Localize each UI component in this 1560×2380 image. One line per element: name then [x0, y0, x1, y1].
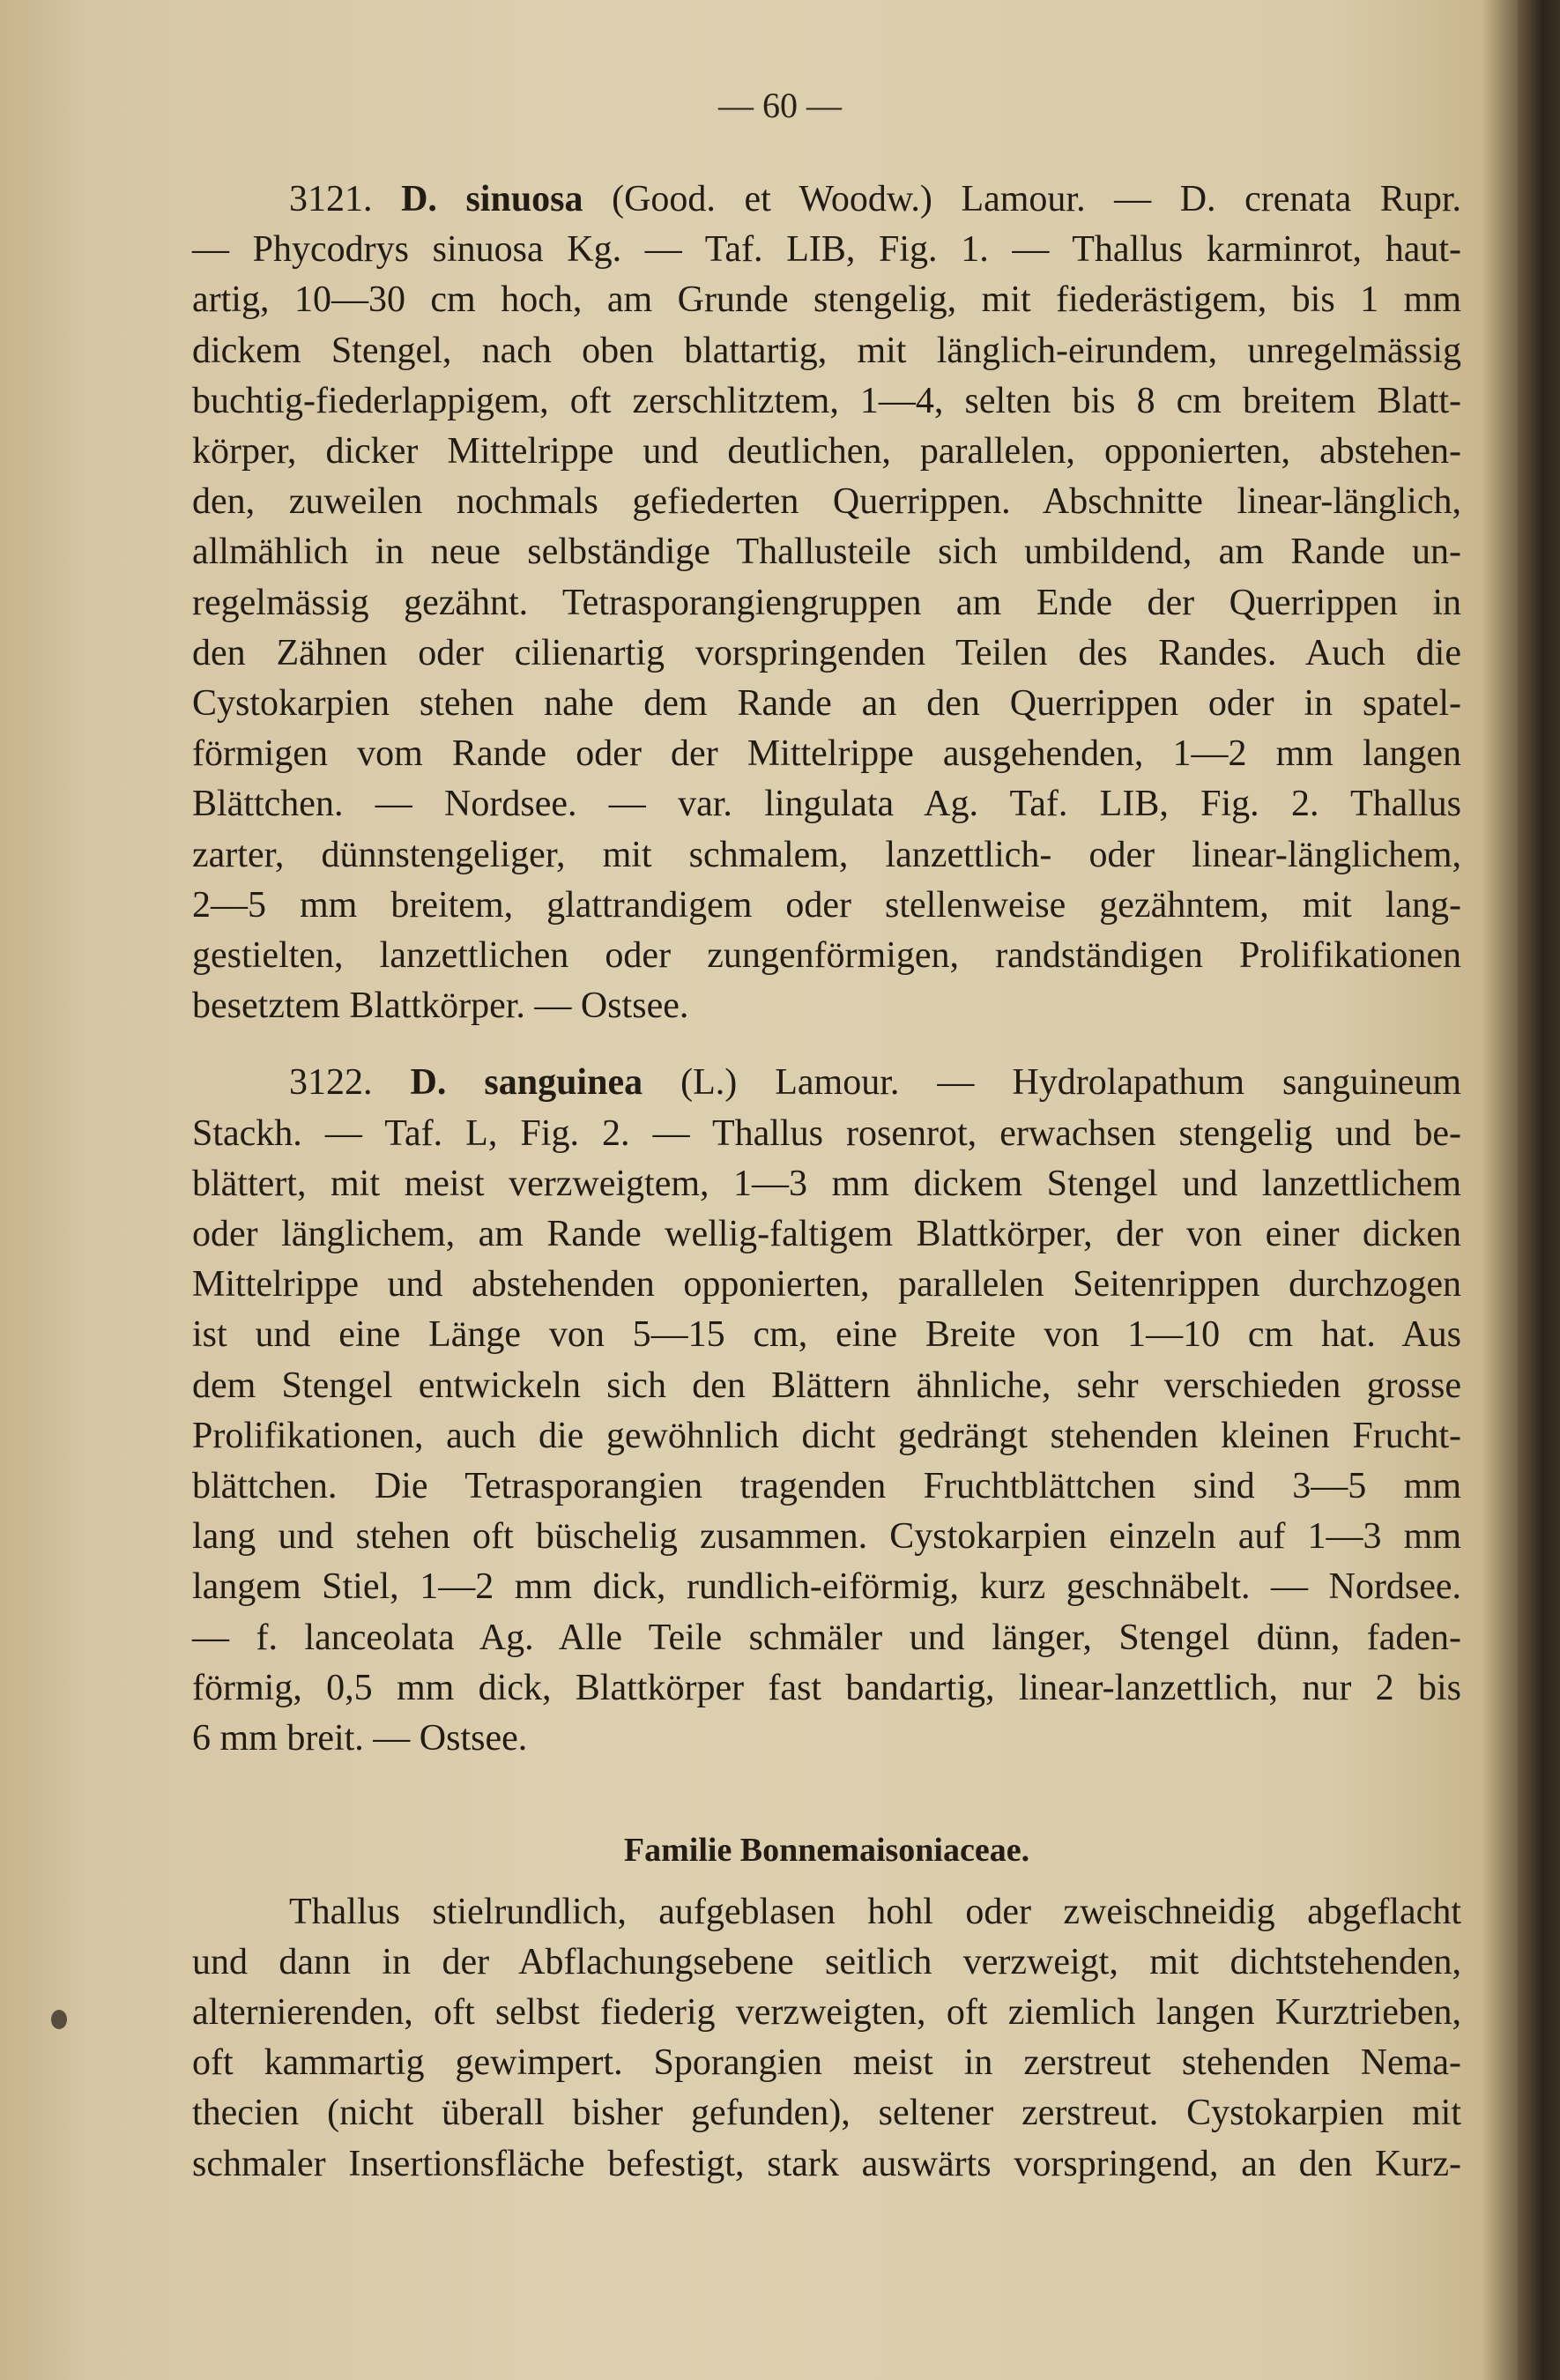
book-spine-edge	[1518, 0, 1560, 2380]
text-line: Blättchen. — Nordsee. — var. lingulata Ag. Taf. LIB, Fig. 2. Thallus	[192, 784, 1461, 825]
text-line: blättchen. Die Tetrasporangien tragenden Fruchtblättchen sind 3—5 mm	[192, 1466, 1461, 1507]
page-number: — 60 —	[718, 86, 842, 125]
page-text	[192, 175, 1461, 2190]
text-line: förmig, 0,5 mm dick, Blattkörper fast bandartig, linear-lanzettlich, nur 2 bis	[192, 1667, 1461, 1708]
ink-blot	[51, 2010, 67, 2029]
text-line: Prolifikationen, auch die gewöhnlich dicht gedrängt stehenden kleinen Frucht-	[192, 1415, 1461, 1456]
species-name: D. sinuosa	[401, 179, 583, 219]
text-line: alternierenden, oft selbst fiederig verzweigten, oft ziemlich langen Kurztrieben,	[192, 1991, 1461, 2033]
text-line: 3121. D. sinuosa (Good. et Woodw.) Lamour. — D. crenata Rupr.	[289, 179, 1462, 219]
text-line: dem Stengel entwickeln sich den Blättern ähnliche, sehr verschieden grosse	[192, 1365, 1461, 1406]
entry-3122	[192, 1058, 1461, 1764]
text-line: — Phycodrys sinuosa Kg. — Taf. LIB, Fig. 1. — Thallus karminrot, haut-	[192, 229, 1461, 271]
species-name: D. sanguinea	[410, 1062, 643, 1104]
text-line: 3122. D. sanguinea (L.) Lamour. — Hydrolapathum sanguineum	[289, 1062, 1461, 1104]
text-line: förmigen vom Rande oder der Mittelrippe ausgehenden, 1—2 mm langen	[192, 733, 1461, 775]
text-line: 2—5 mm breitem, glattrandigem oder stellenweise gezähntem, mit lang-	[192, 884, 1461, 926]
text-line: artig, 10—30 cm hoch, am Grunde stengelig, mit fiederästigem, bis 1 mm	[192, 279, 1461, 321]
text-line: besetztem Blattkörper. — Ostsee.	[192, 985, 689, 1027]
text-line: allmählich in neue selbständige Thallusteile sich umbildend, am Rande un-	[192, 532, 1461, 573]
text-line: Stackh. — Taf. L, Fig. 2. — Thallus rosenrot, erwachsen stengelig und be-	[192, 1112, 1461, 1154]
text-line: buchtig-fiederlappigem, oft zerschlitztem, 1—4, selten bis 8 cm breitem Blatt-	[192, 380, 1461, 421]
text-line: oft kammartig gewimpert. Sporangien meist in zerstreut stehenden Nema-	[192, 2042, 1461, 2084]
text-line: Cystokarpien stehen nahe dem Rande an den Querrippen oder in spatel-	[192, 683, 1461, 725]
text-line: oder länglichem, am Rande wellig-faltigem Blattkörper, der von einer dicken	[192, 1214, 1461, 1255]
text-line: schmaler Insertionsfläche befestigt, stark auswärts vorspringend, an den Kurz-	[192, 2143, 1461, 2184]
text-line: dickem Stengel, nach oben blattartig, mit länglich-eirundem, unregelmässig	[192, 330, 1461, 371]
text-line: und dann in der Abflachungsebene seitlich verzweigt, mit dichtstehenden,	[192, 1941, 1461, 1982]
text-line: Thallus stielrundlich, aufgeblasen hohl oder zweischneidig abgeflacht	[289, 1891, 1461, 1932]
family-description	[192, 1887, 1461, 2190]
text-line: den Zähnen oder cilienartig vorspringenden Teilen des Randes. Auch die	[192, 632, 1461, 673]
text-line: lang und stehen oft büschelig zusammen. Cystokarpien einzeln auf 1—3 mm	[192, 1516, 1461, 1558]
text-line: Mittelrippe und abstehenden opponierten, parallelen Seitenrippen durchzogen	[192, 1264, 1461, 1305]
text-line: zarter, dünnstengeliger, mit schmalem, lanzettlich- oder linear-länglichem,	[192, 834, 1461, 875]
text-line: thecien (nicht überall bisher gefunden), seltener zerstreut. Cystokarpien mit	[192, 2093, 1461, 2134]
text-line: ist und eine Länge von 5—15 cm, eine Breite von 1—10 cm hat. Aus	[192, 1314, 1461, 1356]
family-heading: Familie Bonnemaisoniaceae.	[623, 1832, 1030, 1870]
text-line: — f. lanceolata Ag. Alle Teile schmäler und länger, Stengel dünn, faden-	[192, 1617, 1461, 1658]
paragraph-gap	[192, 1031, 1461, 1058]
text-line: langem Stiel, 1—2 mm dick, rundlich-eiförmig, kurz geschnäbelt. — Nordsee.	[192, 1566, 1461, 1608]
text-line: blättert, mit meist verzweigtem, 1—3 mm dickem Stengel und lanzettlichem	[192, 1163, 1461, 1204]
text-line: regelmässig gezähnt. Tetrasporangiengruppen am Ende der Querrippen in	[192, 582, 1461, 623]
entry-3121	[192, 175, 1461, 1031]
text-line: den, zuweilen nochmals gefiederten Querrippen. Abschnitte linear-länglich,	[192, 481, 1461, 523]
text-line: 6 mm breit. — Ostsee.	[192, 1718, 528, 1759]
text-line: körper, dicker Mittelrippe und deutlichen, parallelen, opponierten, abstehen-	[192, 431, 1461, 472]
text-line: gestielten, lanzettlichen oder zungenförmigen, randständigen Prolifikationen	[192, 935, 1461, 977]
